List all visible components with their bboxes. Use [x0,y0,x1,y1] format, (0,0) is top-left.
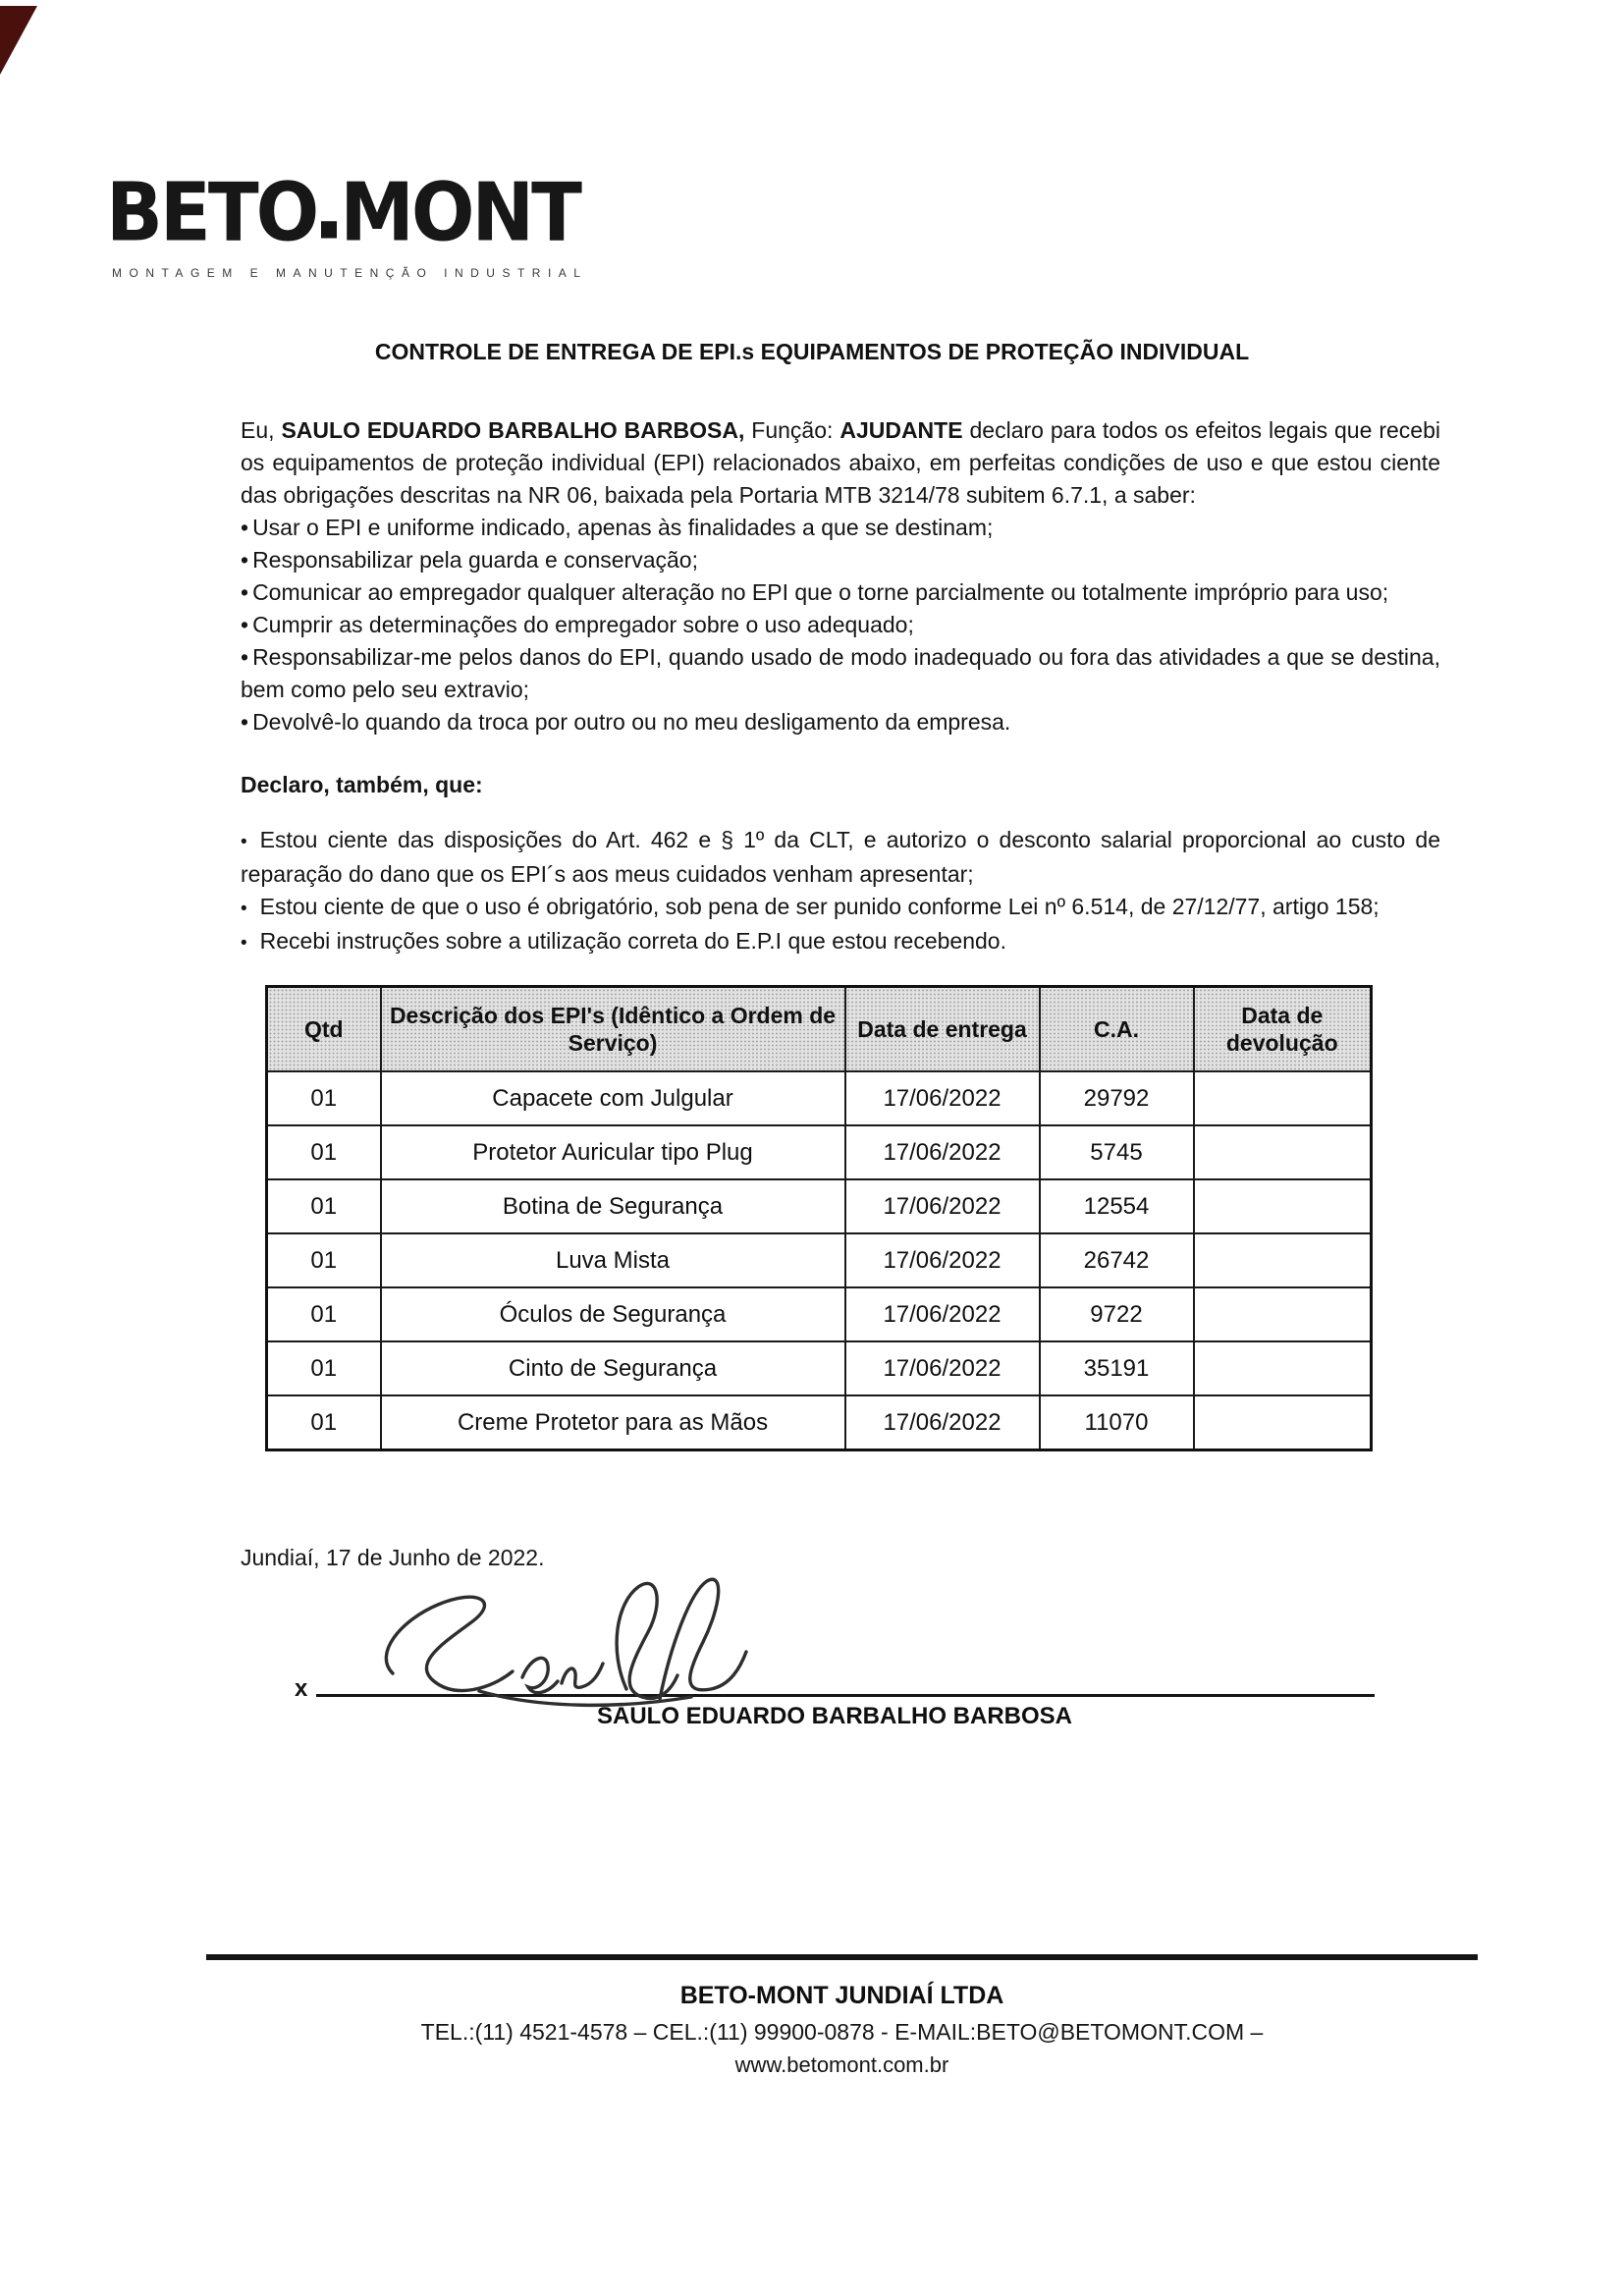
intro-paragraph [241,414,1440,512]
list-item: • Responsabilizar pela guarda e conservação; [241,547,698,573]
column-header-descricao: Descrição dos EPI's (Idêntico a Ordem de Serviço) [381,987,845,1072]
epi-delivery-table [265,985,1373,1451]
column-header-entrega: Data de entrega [845,987,1040,1072]
list-item: • Devolvê-lo quando da troca por outro ou no meu desligamento da empresa. [241,709,1011,735]
declaration-list [241,824,1440,959]
list-item: • Cumprir as determinações do empregador sobre o uso adequado; [241,612,914,637]
list-item: • Comunicar ao empregador qualquer alteração no EPI que o torne parcialmente ou totalmente impróprio para uso; [241,579,1389,605]
bullet-icon: • [241,612,249,637]
bullet-icon: • [241,579,249,605]
bullet-icon: • [241,899,247,919]
intro-mid: Função: [744,417,840,443]
signee-name: SAULO EDUARDO BARBALHO BARBOSA [597,1703,1072,1729]
bullet-icon: • [241,933,247,954]
bullet-icon: • [241,547,249,573]
intro-rest: declaro para todos os efeitos legais que recebi os equipamentos de proteção individual (EPI) relacionados abaixo, em perfeitas condições de uso e que estou ciente das obrigações descritas na NR 06, baixada pela Portaria MTB 3214/78 subitem 6.7.1, a saber: [241,417,1440,508]
footer-company-name: BETO-MONT JUNDIAÍ LTDA [679,1982,1004,2009]
employee-name: SAULO EDUARDO BARBALHO BARBOSA, [281,417,745,443]
scan-corner-artifact [0,6,37,75]
footer-contact-line: TEL.:(11) 4521-4578 – CEL.:(11) 99900-0878 - E-MAIL:BETO@BETOMONT.COM – [420,2019,1264,2045]
list-item: • Responsabilizar-me pelos danos do EPI, quando usado de modo inadequado ou fora das atividades a que se destina, bem como pelo seu extravio; [241,644,1440,702]
company-logo [106,165,656,280]
column-header-devolucao: Data de devolução [1194,987,1372,1072]
obligations-list [241,512,1440,738]
column-header-qtd: Qtd [267,987,381,1072]
logo-wordmark [106,165,656,259]
logo-text-mont: MONT [340,165,579,260]
list-item: • Usar o EPI e uniforme indicado, apenas às finalidades a que se destinam; [241,515,994,540]
logo-dot-icon [321,221,337,238]
logo-tagline: MONTAGEM E MANUTENÇÃO INDUSTRIAL [112,266,588,280]
signature-block [295,1586,1375,1729]
footer-divider [206,1954,1478,1960]
table-row: 01 Protetor Auricular tipo Plug 17/06/2022 5745 [267,1125,1372,1179]
column-header-ca: C.A. [1040,987,1194,1072]
bullet-icon: • [241,644,249,670]
table-header-row [267,987,1372,1072]
page-footer [206,1954,1478,2078]
table-row: 01 Cinto de Segurança 17/06/2022 35191 [267,1341,1372,1395]
footer-website: www.betomont.com.br [734,2052,949,2077]
list-item: • Recebi instruções sobre a utilização correta do E.P.I que estou recebendo. [241,928,1006,954]
signature-x-mark: x [295,1675,308,1702]
table-row: 01 Botina de Segurança 17/06/2022 12554 [267,1179,1372,1233]
employee-role: AJUDANTE [839,417,963,443]
table-row: 01 Óculos de Segurança 17/06/2022 9722 [267,1287,1372,1341]
table-row: 01 Creme Protetor para as Mãos 17/06/2022 11070 [267,1395,1372,1450]
table-row: 01 Luva Mista 17/06/2022 26742 [267,1233,1372,1287]
logo-text-beto: BETO [106,165,317,260]
table-row: 01 Capacete com Julgular 17/06/2022 29792 [267,1071,1372,1125]
document-body [241,414,1440,1729]
document-title: CONTROLE DE ENTREGA DE EPI.s EQUIPAMENTOS DE PROTEÇÃO INDIVIDUAL [374,339,1250,364]
bullet-icon: • [241,709,249,735]
date-place-line: Jundiaí, 17 de Junho de 2022. [241,1545,545,1570]
list-item: • Estou ciente das disposições do Art. 462 e § 1º da CLT, e autorizo o desconto salarial proporcional ao custo de reparação do dano que os EPI´s aos meus cuidados venham apresentar; [241,827,1440,887]
bullet-icon: • [241,515,249,540]
bullet-icon: • [241,832,247,852]
intro-pre: Eu, [241,417,282,443]
declaration-heading: Declaro, também, que: [241,772,483,797]
list-item: • Estou ciente de que o uso é obrigatório, sob pena de ser punido conforme Lei nº 6.514, de 27/12/77, artigo 158; [241,894,1380,919]
